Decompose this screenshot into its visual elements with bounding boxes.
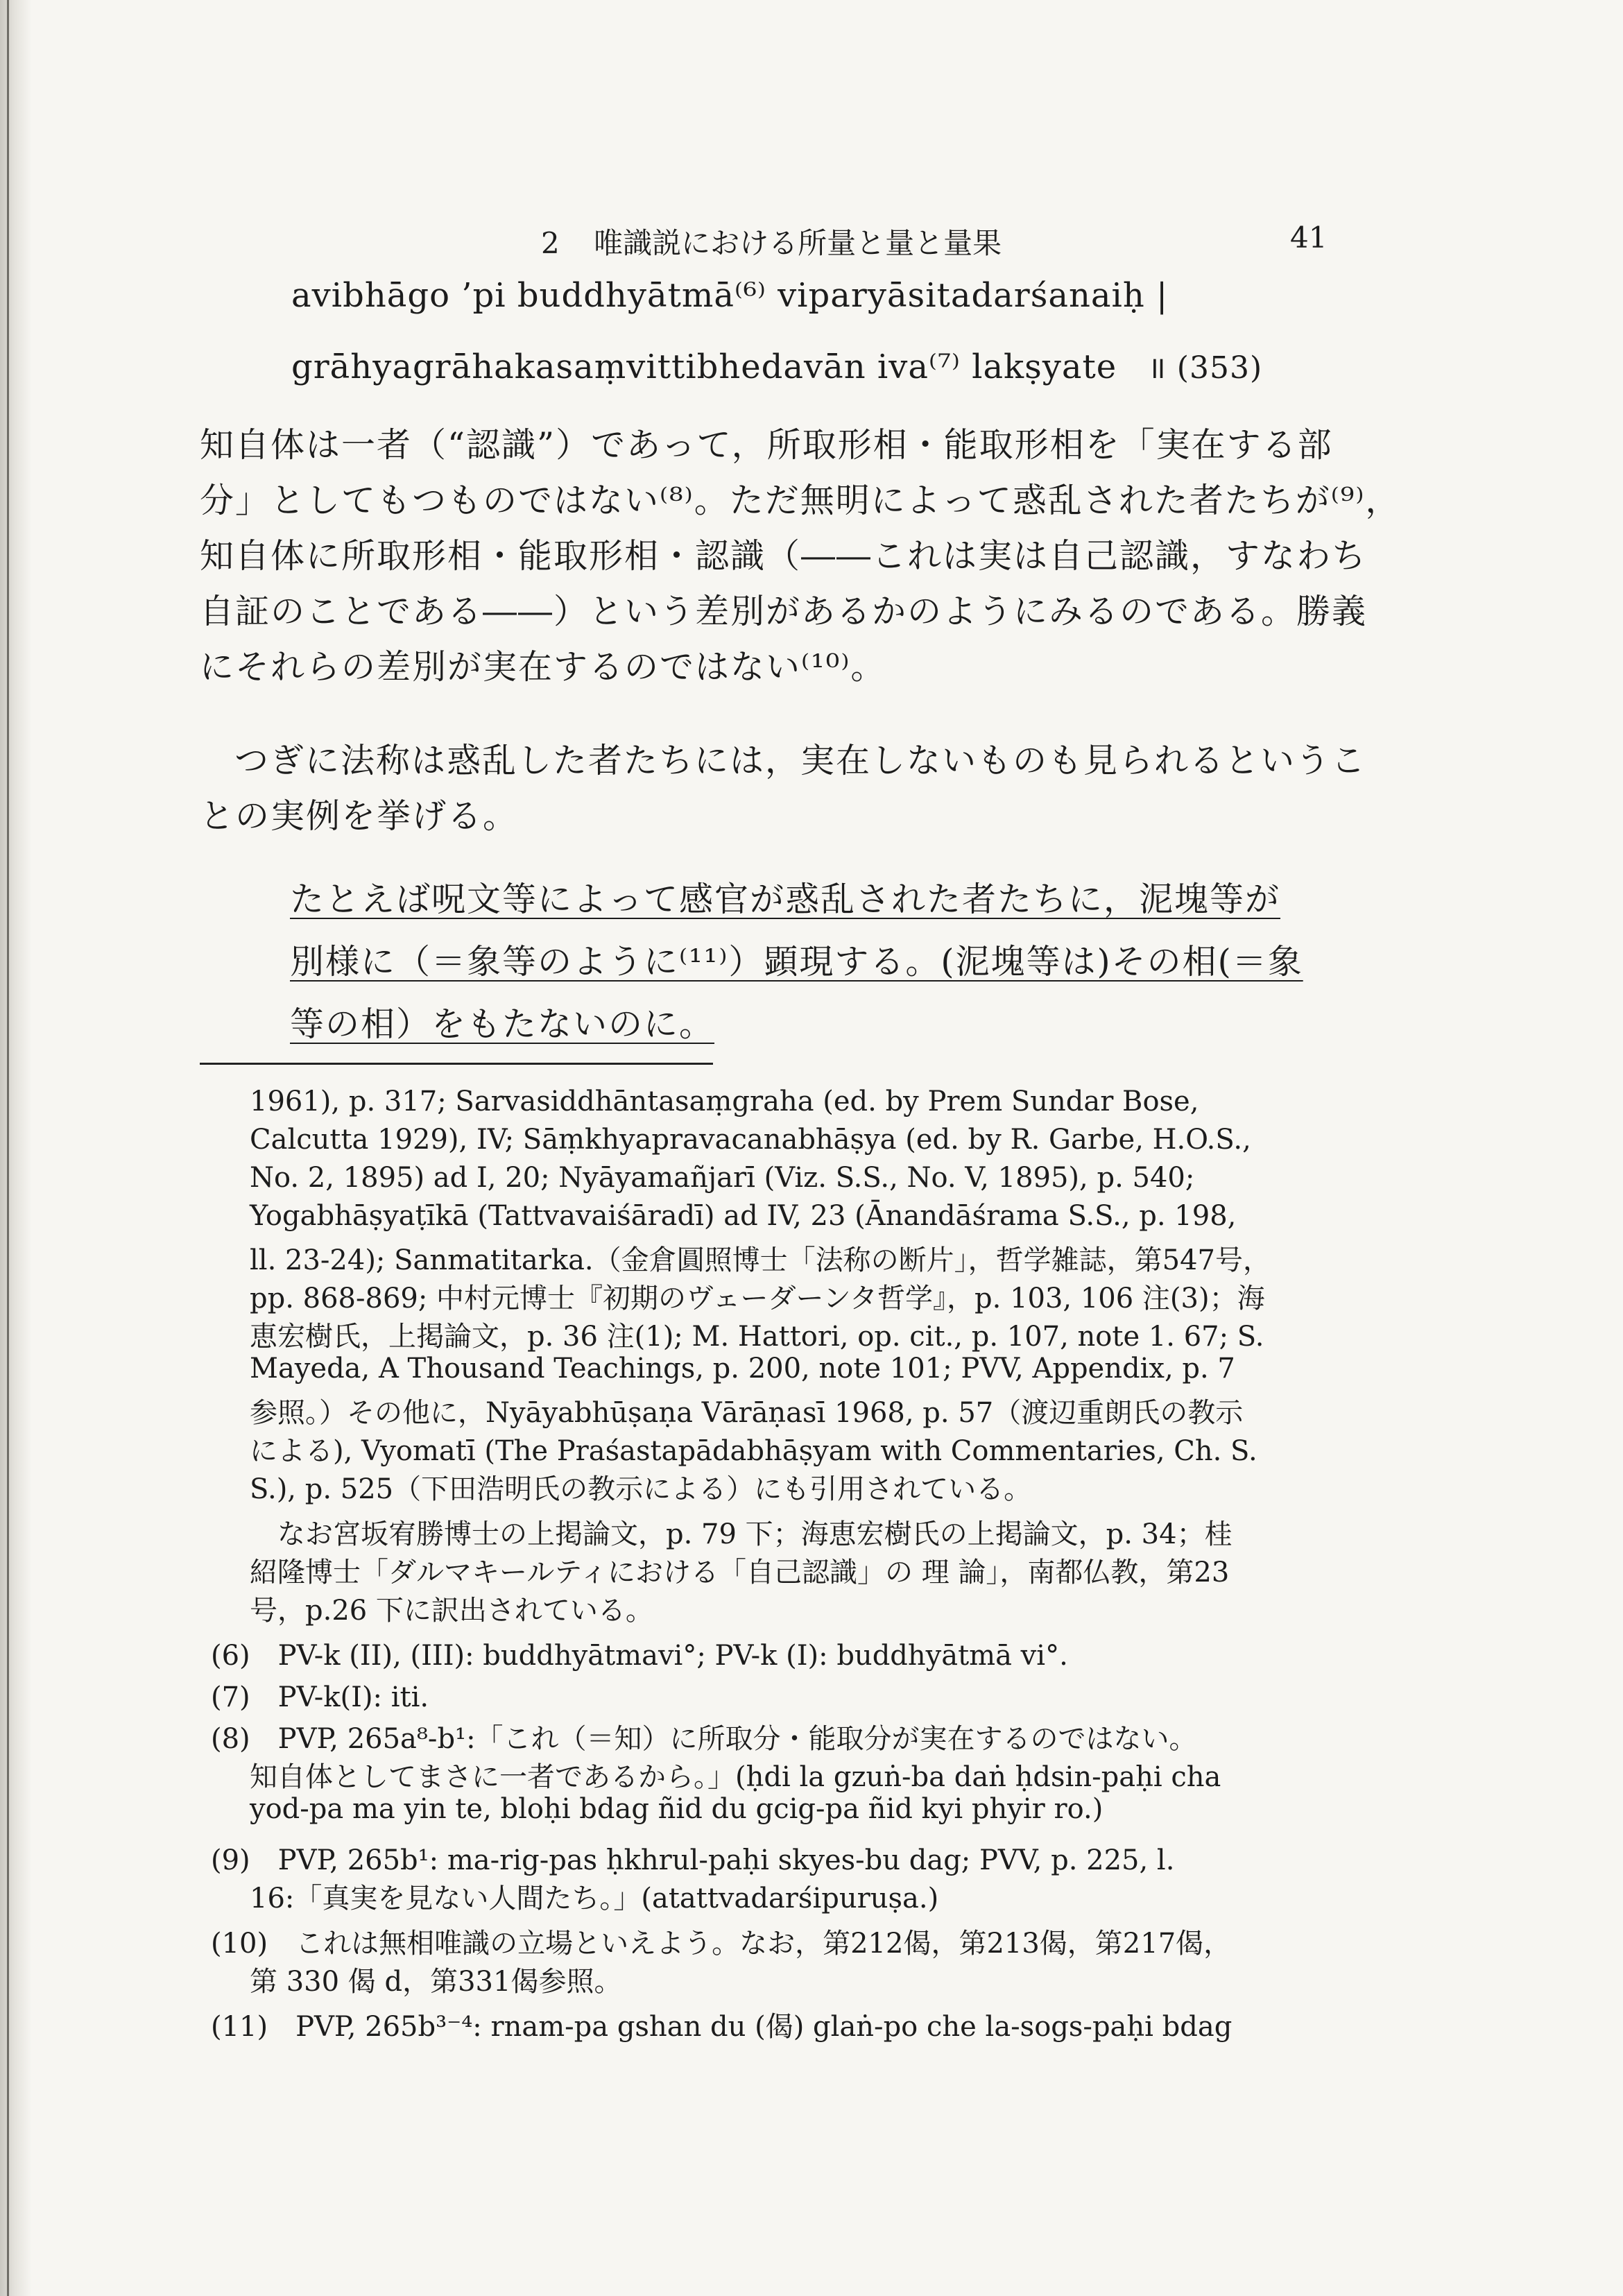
- footnote-line: ll. 23-24); Sanmatitarka.（金倉圓照博士「法称の断片」，哲学雑誌，第547号，: [250, 1244, 1271, 1276]
- quote-line-1: たとえば呪文等によって感官が惑乱された者たちに，泥塊等が: [290, 880, 1281, 919]
- paragraph-2-line-1: つぎに法称は惑乱した者たちには，実在しないものも見られるというこ: [234, 741, 1367, 780]
- paragraph-1-line-5: にそれらの差別が実在するのではない⁽¹⁰⁾。: [200, 647, 886, 687]
- verse-line-2: [291, 345, 1262, 387]
- footnote-line: 1961), p. 317; Sarvasiddhāntasaṃgraha (ed. by Prem Sundar Bose,: [250, 1086, 1199, 1117]
- footnote-line: 恵宏樹氏，上掲論文，p. 36 注(1); M. Hattori, op. cit., p. 107, note 1. 67; S.: [250, 1321, 1264, 1353]
- footnote-line: 第 330 偈 d，第331偈参照。: [250, 1966, 622, 1998]
- footnote-line: No. 2, 1895) ad I, 20; Nyāyamañjarī (Viz. S.S., No. V, 1895), p. 540;: [250, 1162, 1195, 1194]
- footnote-line: Mayeda, A Thousand Teachings, p. 200, note 101; PVV, Appendix, p. 7: [250, 1353, 1235, 1385]
- footnote-line: S.), p. 525（下田浩明氏の教示による）にも引用されている。: [250, 1473, 1032, 1505]
- paragraph-2-line-2: との実例を挙げる。: [200, 796, 519, 836]
- footnote-6: (6) PV-k (II), (III): buddhyātmavi°; PV-k (I): buddhyātmā vi°.: [211, 1640, 1068, 1672]
- footnote-11: (11) PVP, 265b³⁻⁴: rnam-pa gshan du (偈) glaṅ-po che la-sogs-paḥi bdag: [211, 2011, 1233, 2043]
- footnote-rule: [200, 1063, 713, 1065]
- verse-line-1: avibhāgo ’pi buddhyātmā⁽⁶⁾ viparyāsitadarśanaiḥ |: [291, 276, 1169, 315]
- footnote-7: (7) PV-k(I): iti.: [211, 1681, 429, 1713]
- paragraph-1-line-2: 分」としてもつものではない⁽⁸⁾。ただ無明によって惑乱された者たちが⁽⁹⁾，: [200, 481, 1401, 520]
- footnote-line: 16:「真実を見ない人間たち。」(atattvadarśipuruṣa.): [250, 1883, 939, 1914]
- paragraph-1-line-1: 知自体は一者（“認識”）であって，所取形相・能取形相を「実在する部: [200, 425, 1333, 465]
- footnote-line: yod-pa ma yin te, bloḥi bdag ñid du gcig-pa ñid kyi phyir ro.): [250, 1793, 1104, 1825]
- footnote-line: 号，p.26 下に訳出されている。: [250, 1595, 653, 1627]
- footnote-line: Yogabhāṣyaṭīkā (Tattvavaiśāradī) ad IV, 23 (Ānandāśrama S.S., p. 198,: [250, 1200, 1237, 1232]
- footnote-line: なお宮坂宥勝博士の上掲論文，p. 79 下；海恵宏樹氏の上掲論文，p. 34；桂: [277, 1518, 1233, 1550]
- footnote-line: pp. 868-869; 中村元博士『初期のヴェーダーンタ哲学』，p. 103, 106 注(3)；海: [250, 1283, 1265, 1314]
- paragraph-1-line-3: 知自体に所取形相・能取形相・認識（――これは実は自己認識，すなわち: [200, 536, 1368, 576]
- chapter-number: 2: [541, 226, 560, 260]
- footnote-8: (8) PVP, 265a⁸-b¹:「これ（＝知）に所取分・能取分が実在するのではない。: [211, 1723, 1197, 1755]
- quote-line-3: 等の相）をもたないのに。: [290, 1004, 715, 1044]
- verse-number: ॥ (353): [1147, 350, 1263, 386]
- left-border-line: [7, 0, 9, 2296]
- footnote-line: による), Vyomatī (The Praśastapādabhāṣyam with Commentaries, Ch. S.: [250, 1435, 1257, 1467]
- verse-line-2-text: grāhyagrāhakasaṃvittibhedavān iva⁽⁷⁾ lakṣyate: [291, 348, 1117, 386]
- footnote-9: (9) PVP, 265b¹: ma-rig-pas ḥkhrul-paḥi skyes-bu dag; PVV, p. 225, l.: [211, 1844, 1175, 1876]
- running-header: [541, 221, 1002, 262]
- running-title: 唯識説における所量と量と量果: [594, 226, 1002, 260]
- footnote-10: (10) これは無相唯識の立場といえよう。なお，第212偈，第213偈，第217偈，: [211, 1928, 1232, 1960]
- footnote-line: 知自体としてまさに一者であるから。」(ḥdi la gzuṅ-ba daṅ ḥdsin-paḥi cha: [250, 1761, 1221, 1793]
- scan-edge: [0, 0, 32, 2296]
- quote-line-2: 別様に（＝象等のように⁽¹¹⁾）顕現する。(泥塊等は)その相(＝象: [290, 942, 1303, 982]
- page-number: 41: [1290, 221, 1328, 255]
- footnote-line: 紹隆博士「ダルマキールティにおける「自己認識」の 理 論」，南都仏教，第23: [250, 1557, 1230, 1588]
- paragraph-1-line-4: 自証のことである――）という差別があるかのようにみるのである。勝義: [200, 592, 1368, 631]
- footnote-line: 参照。）その他に，Nyāyabhūṣaṇa Vārāṇasī 1968, p. 57（渡辺重朗氏の教示: [250, 1397, 1244, 1429]
- footnote-line: Calcutta 1929), IV; Sāṃkhyapravacanabhāṣya (ed. by R. Garbe, H.O.S.,: [250, 1124, 1251, 1156]
